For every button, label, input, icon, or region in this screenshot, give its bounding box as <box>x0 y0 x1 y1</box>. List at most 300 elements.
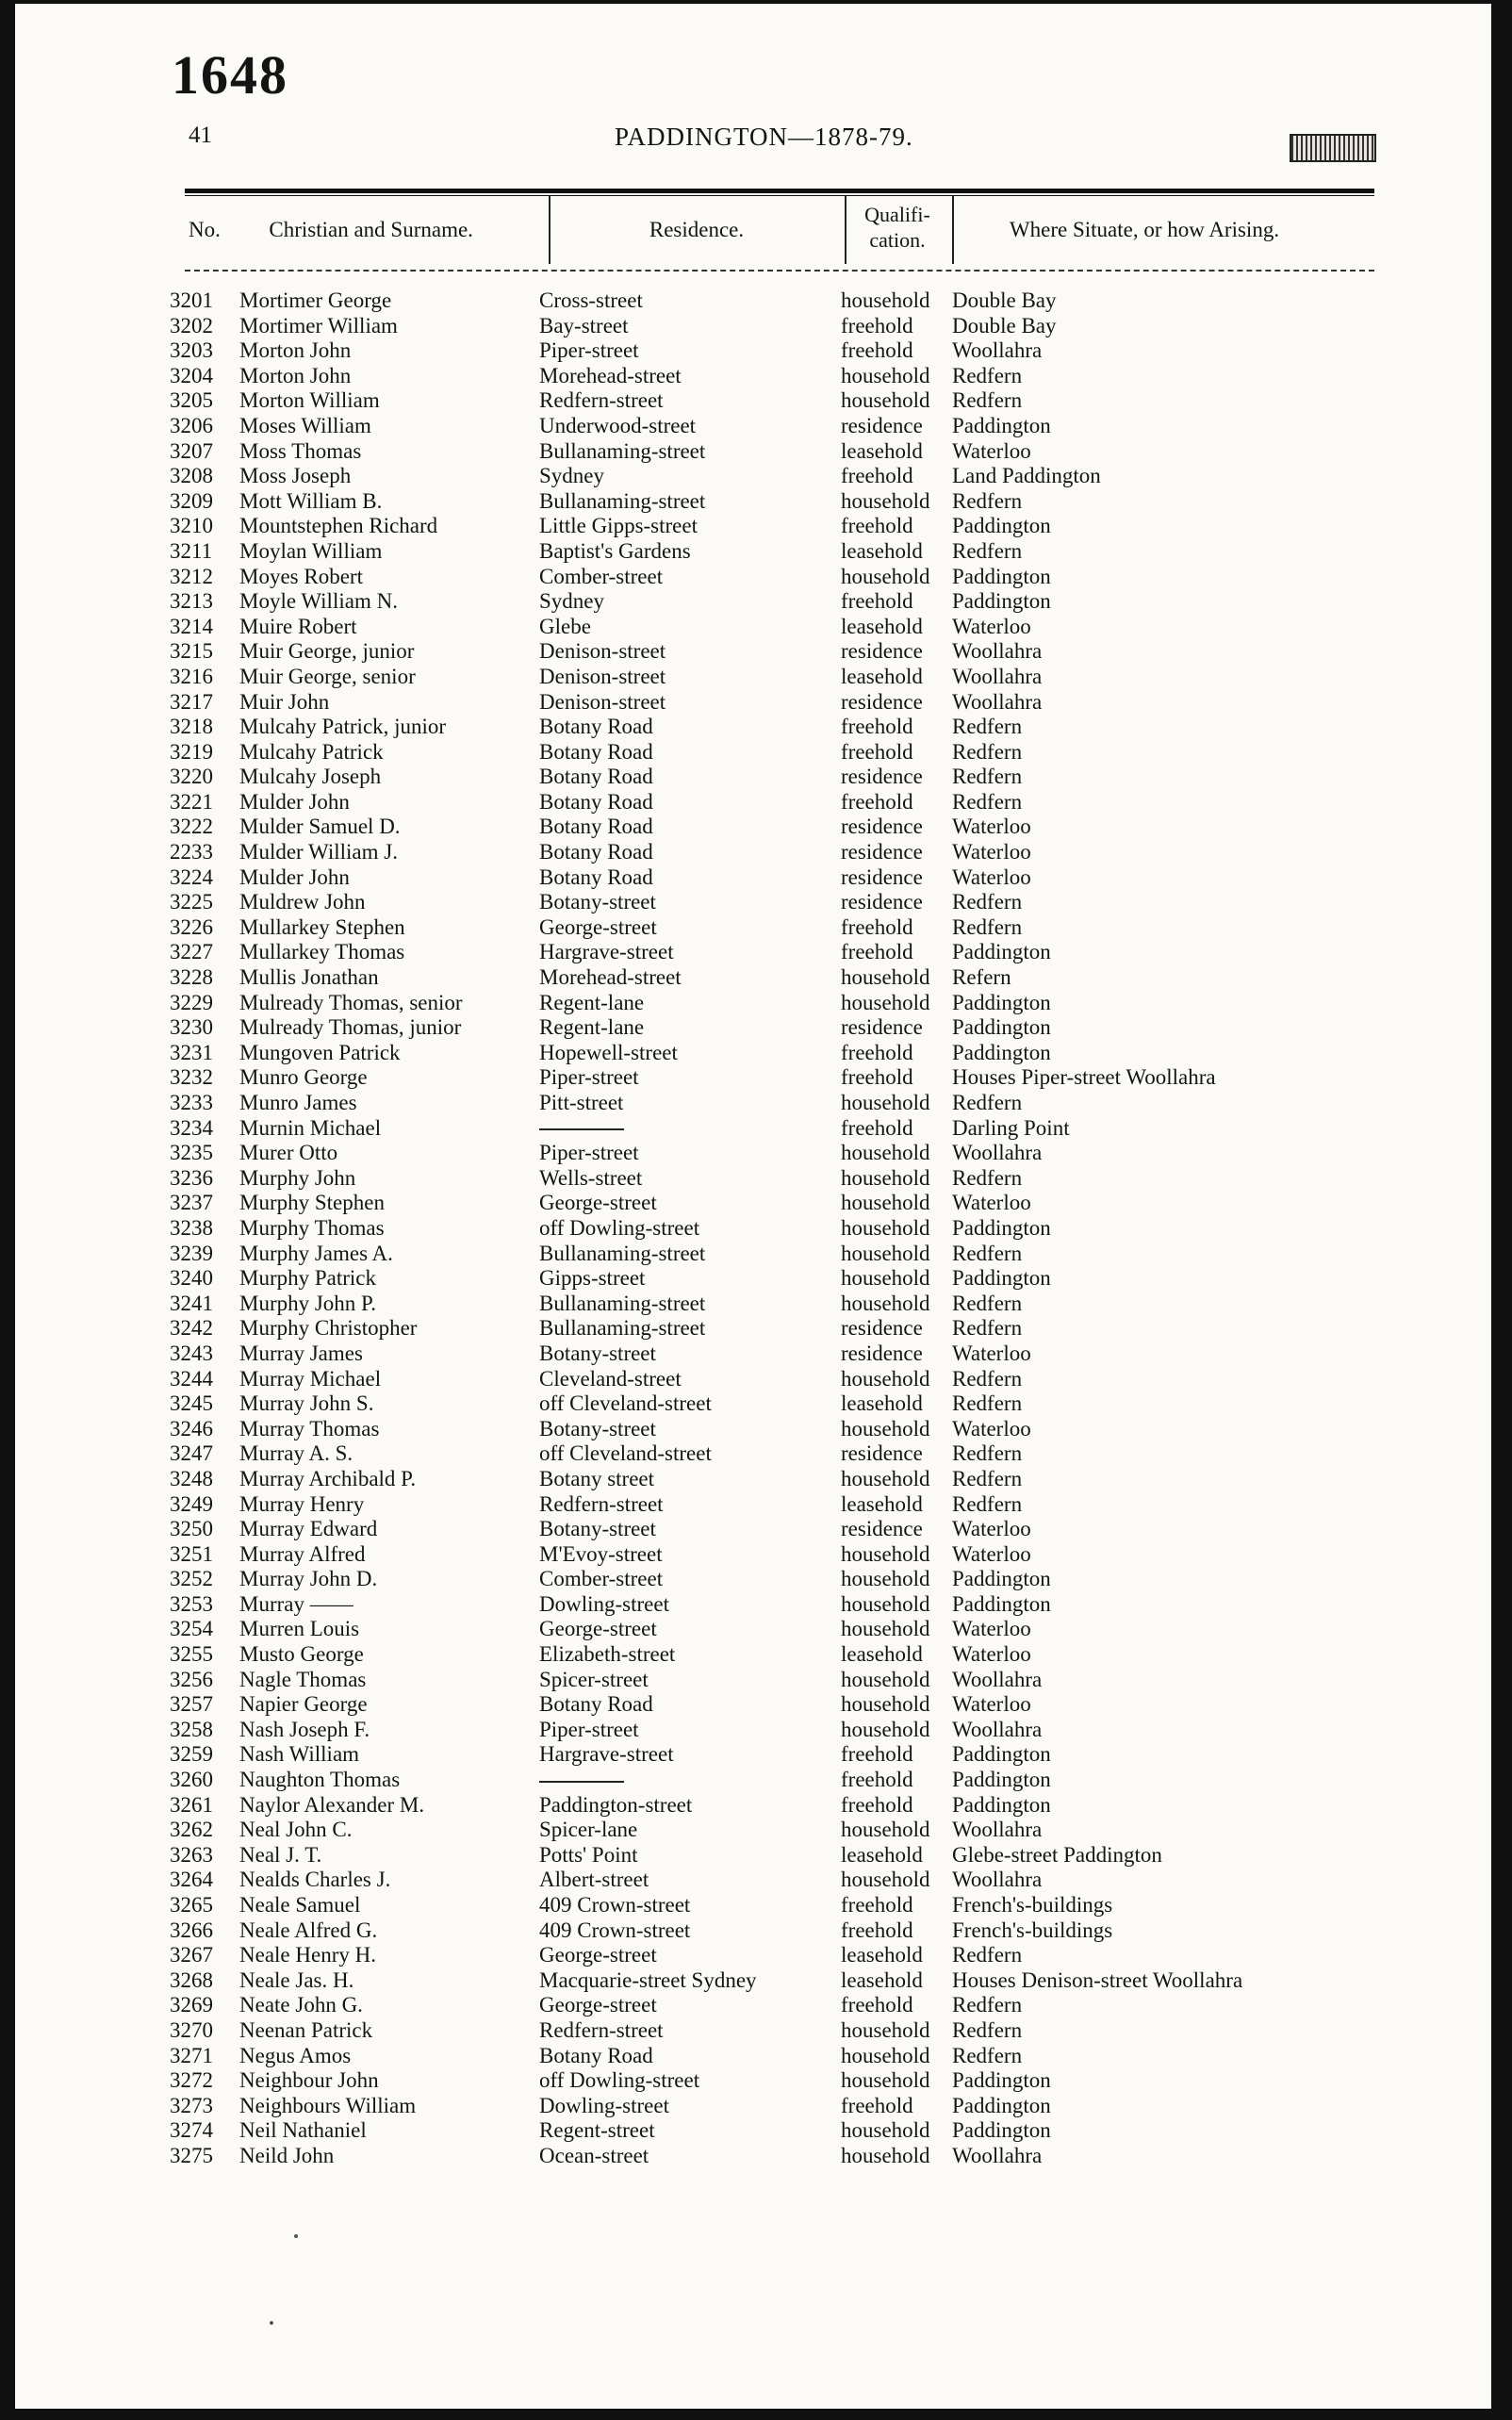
entry-residence: Bullanaming-street <box>539 488 706 513</box>
entry-residence: Underwood-street <box>539 413 697 437</box>
entry-qualification: residence <box>841 413 923 437</box>
entry-qualification: household <box>841 1591 930 1616</box>
entry-qualification: freehold <box>841 940 913 964</box>
entry-number: 3214 <box>170 614 213 638</box>
table-row <box>15 2068 1491 2094</box>
entry-number: 3262 <box>170 1818 213 1842</box>
entry-qualification: freehold <box>841 589 913 614</box>
entry-residence: Cross-street <box>539 288 643 312</box>
table-row <box>15 1793 1491 1819</box>
entry-qualification: freehold <box>841 1792 913 1817</box>
entry-qualification: household <box>841 1091 930 1114</box>
table-row <box>15 589 1491 615</box>
entry-name: Murphy James A. <box>239 1241 393 1265</box>
entry-where-situate: Waterloo <box>952 614 1031 638</box>
entry-residence: Redfern-street <box>539 1491 664 1516</box>
entry-number: 3239 <box>170 1241 213 1265</box>
entry-where-situate: Woollahra <box>952 338 1043 363</box>
entry-number: 3218 <box>170 715 213 739</box>
entry-qualification: residence <box>841 689 923 714</box>
table-row <box>15 1993 1491 2018</box>
table-row <box>15 1342 1491 1367</box>
entry-where-situate: Paddington <box>952 514 1051 538</box>
entry-qualification: household <box>841 965 930 990</box>
entry-residence: Potts' Point <box>539 1842 638 1867</box>
entry-name: Napier George <box>239 1692 368 1717</box>
entry-name: Nash Joseph F. <box>239 1717 370 1741</box>
entry-where-situate: Houses Denison-street Woollahra <box>952 1967 1243 1992</box>
entry-name: Neenan Patrick <box>239 2017 373 2042</box>
entry-qualification: freehold <box>841 338 913 363</box>
table-row <box>15 815 1491 840</box>
entry-qualification: household <box>841 1366 930 1391</box>
entry-number: 3216 <box>170 664 213 688</box>
entry-where-situate: French's-buildings <box>952 1893 1113 1917</box>
entry-number: 3228 <box>170 965 213 990</box>
entry-residence: Bullanaming-street <box>539 1241 706 1265</box>
entry-number: 3273 <box>170 2093 213 2117</box>
entry-number: 3264 <box>170 1868 213 1892</box>
entry-name: Morton John <box>239 363 352 387</box>
entry-number: 3261 <box>170 1792 213 1817</box>
table-row <box>15 740 1491 766</box>
entry-qualification: household <box>841 1692 930 1717</box>
entry-where-situate: Waterloo <box>952 1191 1031 1215</box>
entry-name: Moyes Robert <box>239 564 363 588</box>
entry-where-situate: Redfern <box>952 914 1023 939</box>
entry-number: 3241 <box>170 1291 213 1315</box>
entry-name: Neighbours William <box>239 2093 417 2117</box>
entry-number: 3229 <box>170 990 213 1014</box>
entry-name: Neil Nathaniel <box>239 2118 367 2143</box>
entry-qualification: household <box>841 1717 930 1741</box>
entry-number: 3227 <box>170 940 213 964</box>
entry-name: Nash William <box>239 1742 360 1767</box>
entry-where-situate: Redfern <box>952 1165 1023 1190</box>
entry-number: 3249 <box>170 1491 213 1516</box>
entry-number: 3265 <box>170 1893 213 1917</box>
entry-qualification: leasehold <box>841 1491 923 1516</box>
table-row <box>15 2118 1491 2144</box>
table-row <box>15 639 1491 665</box>
entry-number: 3211 <box>170 538 213 563</box>
entry-residence: Paddington-street <box>539 1792 693 1817</box>
entry-number: 3252 <box>170 1567 213 1591</box>
entry-number: 3245 <box>170 1391 213 1416</box>
table-row <box>15 865 1491 891</box>
entry-qualification: freehold <box>841 914 913 939</box>
entry-name: Mortimer George <box>239 288 392 312</box>
entry-residence: off Dowling-street <box>539 1215 700 1240</box>
entry-residence: Botany Road <box>539 715 653 739</box>
table-row <box>15 1517 1491 1542</box>
entry-qualification: household <box>841 388 930 413</box>
table-row <box>15 1417 1491 1442</box>
entry-qualification: freehold <box>841 514 913 538</box>
entry-qualification: household <box>841 2143 930 2167</box>
table-row <box>15 1166 1491 1192</box>
table-row <box>15 2018 1491 2044</box>
entry-where-situate: Waterloo <box>952 1517 1031 1541</box>
column-header-name <box>189 217 528 243</box>
entry-residence: Bay-street <box>539 313 629 337</box>
entry-name: Murren Louis <box>239 1617 360 1641</box>
entry-name: Neighbour John <box>239 2068 379 2093</box>
entry-qualification: freehold <box>841 464 913 488</box>
entry-number: 3263 <box>170 1842 213 1867</box>
entry-residence: Regent-street <box>539 2118 655 2143</box>
blank-residence-dash <box>539 1781 624 1783</box>
entry-number: 2233 <box>170 840 213 864</box>
entry-where-situate: Paddington <box>952 940 1051 964</box>
entry-name: Morton William <box>239 388 380 413</box>
entry-name: Mortimer William <box>239 313 398 337</box>
entry-where-situate: Redfern <box>952 1993 1023 2017</box>
entry-number: 3210 <box>170 514 213 538</box>
entry-name: Murphy John P. <box>239 1291 377 1315</box>
entry-residence: Macquarie-street Sydney <box>539 1967 757 1992</box>
entry-name: Negus Amos <box>239 2043 352 2067</box>
table-row <box>15 1041 1491 1066</box>
entry-residence: George-street <box>539 1943 657 1967</box>
entry-residence: Piper-street <box>539 1141 639 1165</box>
entry-number: 3207 <box>170 438 213 463</box>
entry-name: Murray Archibald P. <box>239 1466 417 1490</box>
entry-number: 3247 <box>170 1441 213 1466</box>
entry-where-situate: Waterloo <box>952 864 1031 889</box>
entry-qualification: household <box>841 1215 930 1240</box>
entry-number: 3243 <box>170 1341 213 1365</box>
entry-qualification: leasehold <box>841 538 923 563</box>
entry-residence: Comber-street <box>539 564 664 588</box>
entry-qualification: residence <box>841 890 923 914</box>
entry-number: 3257 <box>170 1692 213 1717</box>
entry-number: 3275 <box>170 2143 213 2167</box>
entry-name: Muir George, senior <box>239 664 416 688</box>
entry-where-situate: Waterloo <box>952 1692 1031 1717</box>
entry-qualification: household <box>841 363 930 387</box>
entry-where-situate: Woollahra <box>952 1141 1043 1165</box>
entry-where-situate: French's-buildings <box>952 1918 1113 1942</box>
entry-residence: Botany-street <box>539 1517 656 1541</box>
entry-number: 3202 <box>170 313 213 337</box>
entry-residence: Sydney <box>539 589 604 614</box>
entry-qualification: household <box>841 1266 930 1291</box>
column-header-surname: Christian and Surname. <box>269 218 473 241</box>
entry-number: 3272 <box>170 2068 213 2093</box>
entry-number: 3268 <box>170 1967 213 1992</box>
entry-where-situate: Redfern <box>952 1466 1023 1490</box>
entry-number: 3246 <box>170 1416 213 1440</box>
column-header-qualification: Qualifi- cation. <box>864 203 930 252</box>
entry-number: 3270 <box>170 2017 213 2042</box>
entry-number: 3225 <box>170 890 213 914</box>
table-row <box>15 840 1491 865</box>
entry-number: 3250 <box>170 1517 213 1541</box>
entry-number: 3213 <box>170 589 213 614</box>
entry-where-situate: Waterloo <box>952 1642 1031 1667</box>
entry-number: 3221 <box>170 789 213 814</box>
entry-name: Murphy Thomas <box>239 1215 385 1240</box>
entry-name: Mulder William J. <box>239 840 398 864</box>
entry-name: Naylor Alexander M. <box>239 1792 425 1817</box>
entry-number: 3260 <box>170 1768 213 1792</box>
entry-where-situate: Land Paddington <box>952 464 1101 488</box>
entry-where-situate: Paddington <box>952 564 1051 588</box>
table-row <box>15 765 1491 790</box>
entry-where-situate: Paddington <box>952 1768 1051 1792</box>
entry-name: Neale Jas. H. <box>239 1967 354 1992</box>
entry-name: Murray John S. <box>239 1391 374 1416</box>
entry-where-situate: Woollahra <box>952 1818 1043 1842</box>
entry-where-situate: Woollahra <box>952 689 1043 714</box>
entry-residence: George-street <box>539 1191 657 1215</box>
entry-qualification: household <box>841 1667 930 1691</box>
entry-where-situate: Woollahra <box>952 664 1043 688</box>
table-row <box>15 1191 1491 1216</box>
entry-number: 3205 <box>170 388 213 413</box>
entry-name: Murray John D. <box>239 1567 378 1591</box>
entry-number: 3226 <box>170 914 213 939</box>
entry-name: Morton John <box>239 338 352 363</box>
entry-where-situate: Paddington <box>952 1015 1051 1040</box>
entry-residence: Piper-street <box>539 1065 639 1090</box>
table-row <box>15 565 1491 590</box>
entry-name: Neale Henry H. <box>239 1943 376 1967</box>
entry-residence: Denison-street <box>539 664 666 688</box>
entry-where-situate: Refern <box>952 965 1011 990</box>
entry-name: Murnin Michael <box>239 1115 382 1140</box>
entry-number: 3235 <box>170 1141 213 1165</box>
column-header-where: Where Situate, or how Arising. <box>1009 218 1280 241</box>
entry-residence: Botany Road <box>539 739 653 764</box>
table-row <box>15 489 1491 515</box>
table-row <box>15 1292 1491 1317</box>
entry-residence: Dowling-street <box>539 2093 669 2117</box>
entry-name: Muldrew John <box>239 890 366 914</box>
entry-residence: Pitt-street <box>539 1091 624 1114</box>
entry-residence: Denison-street <box>539 639 666 664</box>
entry-number: 3251 <box>170 1541 213 1566</box>
table-row <box>15 1391 1491 1417</box>
entry-residence: Botany-street <box>539 1416 656 1440</box>
entry-name: Musto George <box>239 1642 364 1667</box>
entry-number: 3233 <box>170 1091 213 1114</box>
entry-where-situate: Woollahra <box>952 1667 1043 1691</box>
entry-residence: Botany Road <box>539 1692 653 1717</box>
entry-where-situate: Woollahra <box>952 1868 1043 1892</box>
entry-number: 3254 <box>170 1617 213 1641</box>
entry-residence: George-street <box>539 1993 657 2017</box>
entry-qualification: freehold <box>841 1040 913 1064</box>
ink-speck <box>270 2321 273 2325</box>
entry-where-situate: Paddington <box>952 1266 1051 1291</box>
table-row <box>15 1692 1491 1718</box>
entry-where-situate: Redfern <box>952 2017 1023 2042</box>
entry-residence: Hopewell-street <box>539 1040 678 1064</box>
entry-name: Neale Alfred G. <box>239 1918 378 1942</box>
entry-where-situate: Redfern <box>952 715 1023 739</box>
entry-residence: Bullanaming-street <box>539 1316 706 1341</box>
entry-residence: Hargrave-street <box>539 1742 674 1767</box>
table-row <box>15 1642 1491 1668</box>
entry-number: 3242 <box>170 1316 213 1341</box>
entry-number: 3266 <box>170 1918 213 1942</box>
entry-residence: Botany-street <box>539 890 656 914</box>
entry-where-situate: Redfern <box>952 1366 1023 1391</box>
entry-name: Nealds Charles J. <box>239 1868 391 1892</box>
entry-number: 3204 <box>170 363 213 387</box>
entry-number: 3222 <box>170 815 213 839</box>
table-row <box>15 1718 1491 1743</box>
page-title: PADDINGTON—1878-79. <box>615 123 913 151</box>
header-rule <box>185 189 1374 196</box>
entry-number: 3237 <box>170 1191 213 1215</box>
entry-name: Mulder John <box>239 864 350 889</box>
entry-residence: 409 Crown-street <box>539 1918 691 1942</box>
entry-number: 3244 <box>170 1366 213 1391</box>
entry-name: Murray —— <box>239 1591 353 1616</box>
entry-number: 3212 <box>170 564 213 588</box>
entry-residence: off Dowling-street <box>539 2068 700 2093</box>
entry-name: Munro George <box>239 1065 368 1090</box>
entry-name: Murray A. S. <box>239 1441 353 1466</box>
header-bottom-rule <box>185 270 1374 272</box>
library-stamp-icon <box>1290 134 1376 162</box>
entry-name: Muire Robert <box>239 614 357 638</box>
entry-qualification: household <box>841 1541 930 1566</box>
entry-residence: Wells-street <box>539 1165 643 1190</box>
entry-qualification: freehold <box>841 739 913 764</box>
entry-qualification: household <box>841 1165 930 1190</box>
entry-qualification: leasehold <box>841 1391 923 1416</box>
entry-name: Murphy John <box>239 1165 356 1190</box>
entry-residence: Spicer-lane <box>539 1818 638 1842</box>
column-header-residence: Residence. <box>649 218 745 241</box>
entry-residence: Botany Road <box>539 840 653 864</box>
column-divider <box>549 196 551 264</box>
entry-qualification: leasehold <box>841 1967 923 1992</box>
entry-where-situate: Woollahra <box>952 1717 1043 1741</box>
entry-qualification: freehold <box>841 1993 913 2017</box>
table-row <box>15 1141 1491 1166</box>
entry-where-situate: Woollahra <box>952 2143 1043 2167</box>
entry-where-situate: Redfern <box>952 739 1023 764</box>
entry-number: 3255 <box>170 1642 213 1667</box>
entry-number: 3219 <box>170 739 213 764</box>
entry-qualification: household <box>841 1416 930 1440</box>
entry-residence: Baptist's Gardens <box>539 538 691 563</box>
entry-qualification: residence <box>841 815 923 839</box>
entry-qualification: household <box>841 1868 930 1892</box>
table-row <box>15 388 1491 414</box>
entry-qualification: household <box>841 990 930 1014</box>
entry-qualification: leasehold <box>841 614 923 638</box>
entry-residence: Elizabeth-street <box>539 1642 676 1667</box>
entry-residence: off Cleveland-street <box>539 1441 712 1466</box>
entry-qualification: freehold <box>841 715 913 739</box>
entry-residence: Redfern-street <box>539 2017 664 2042</box>
entry-where-situate: Paddington <box>952 589 1051 614</box>
entry-where-situate: Waterloo <box>952 1541 1031 1566</box>
entry-where-situate: Redfern <box>952 488 1023 513</box>
entry-number: 3256 <box>170 1667 213 1691</box>
table-row <box>15 1943 1491 1968</box>
entry-number: 3217 <box>170 689 213 714</box>
entry-residence: M'Evoy-street <box>539 1541 663 1566</box>
table-row <box>15 1592 1491 1618</box>
entry-residence: Ocean-street <box>539 2143 649 2167</box>
entry-qualification: residence <box>841 1341 923 1365</box>
entry-name: Murphy Patrick <box>239 1266 377 1291</box>
entry-name: Mullarkey Thomas <box>239 940 405 964</box>
entry-qualification: household <box>841 1141 930 1165</box>
entry-number: 3201 <box>170 288 213 312</box>
entry-where-situate: Paddington <box>952 2093 1051 2117</box>
entry-where-situate: Paddington <box>952 2118 1051 2143</box>
entry-name: Mulder John <box>239 789 350 814</box>
entry-where-situate: Double Bay <box>952 313 1057 337</box>
entry-residence: Dowling-street <box>539 1591 669 1616</box>
table-row <box>15 790 1491 815</box>
table-row <box>15 364 1491 389</box>
column-divider <box>952 196 954 264</box>
entry-qualification: household <box>841 1617 930 1641</box>
entry-where-situate: Paddington <box>952 1567 1051 1591</box>
entry-where-situate: Redfern <box>952 1441 1023 1466</box>
entry-where-situate: Redfern <box>952 1491 1023 1516</box>
entry-residence: Little Gipps-street <box>539 514 698 538</box>
entry-where-situate: Redfern <box>952 890 1023 914</box>
entry-qualification: freehold <box>841 789 913 814</box>
entry-where-situate: Paddington <box>952 1591 1051 1616</box>
entry-where-situate: Waterloo <box>952 815 1031 839</box>
table-row <box>15 1216 1491 1242</box>
entry-residence: Botany Road <box>539 2043 653 2067</box>
table-row <box>15 715 1491 740</box>
entry-residence: Botany Road <box>539 864 653 889</box>
table-row <box>15 338 1491 364</box>
entry-where-situate: Waterloo <box>952 1617 1031 1641</box>
register-entries <box>15 288 1491 2169</box>
entry-qualification: leasehold <box>841 1943 923 1967</box>
table-row <box>15 1441 1491 1467</box>
entry-residence: Regent-lane <box>539 1015 645 1040</box>
entry-name: Mungoven Patrick <box>239 1040 401 1064</box>
entry-where-situate: Redfern <box>952 789 1023 814</box>
entry-residence: Morehead-street <box>539 965 682 990</box>
entry-number: 3224 <box>170 864 213 889</box>
entry-residence: Albert-street <box>539 1868 649 1892</box>
entry-residence: Piper-street <box>539 1717 639 1741</box>
entry-where-situate: Paddington <box>952 2068 1051 2093</box>
entry-number: 3258 <box>170 1717 213 1741</box>
entry-number: 3209 <box>170 488 213 513</box>
entry-name: Murphy Christopher <box>239 1316 418 1341</box>
entry-where-situate: Paddington <box>952 1215 1051 1240</box>
entry-name: Murray Edward <box>239 1517 378 1541</box>
entry-residence: Cleveland-street <box>539 1366 682 1391</box>
entry-name: Neal J. T. <box>239 1842 322 1867</box>
table-row <box>15 2044 1491 2069</box>
entry-number: 3236 <box>170 1165 213 1190</box>
entry-number: 3203 <box>170 338 213 363</box>
entry-qualification: leasehold <box>841 664 923 688</box>
table-row <box>15 615 1491 640</box>
entry-number: 3267 <box>170 1943 213 1967</box>
entry-residence: Denison-street <box>539 689 666 714</box>
entry-qualification: household <box>841 488 930 513</box>
